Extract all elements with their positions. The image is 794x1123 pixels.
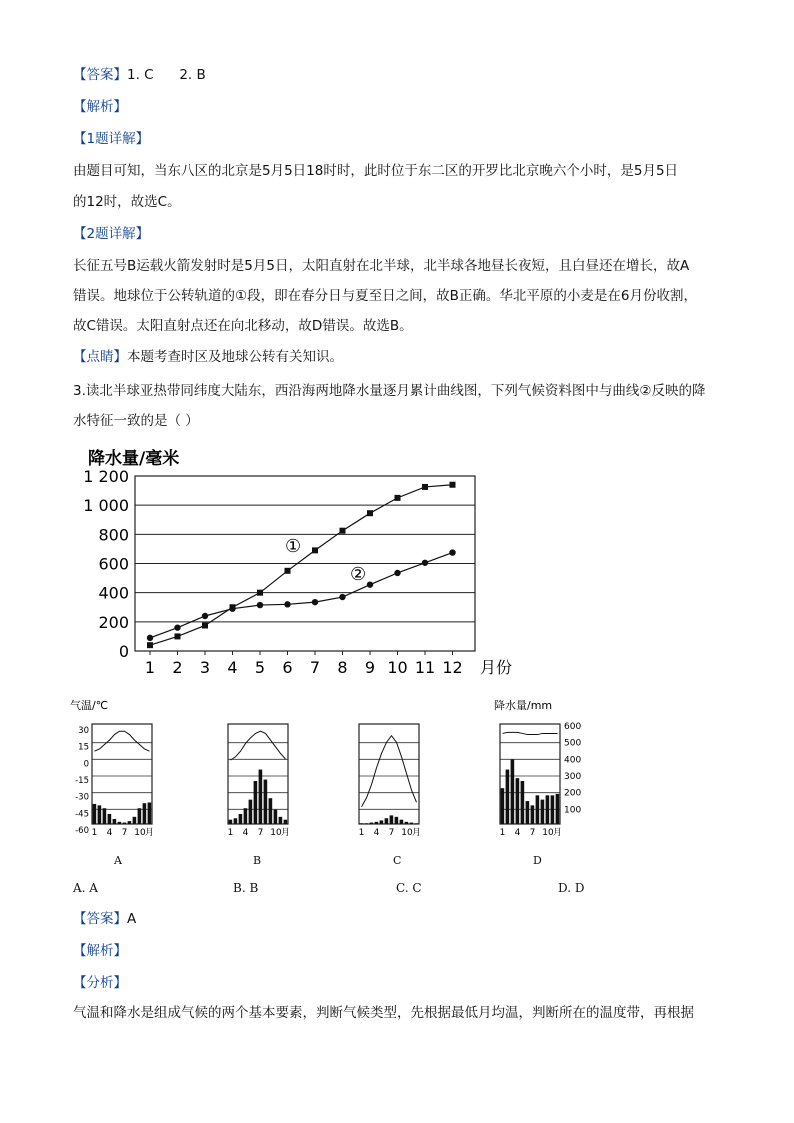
x-tick-label: 10 <box>542 828 554 838</box>
option-b[interactable]: B. B <box>233 881 259 895</box>
precip-bar <box>526 801 530 824</box>
temperature-curve <box>362 736 417 807</box>
precip-bar <box>239 814 243 824</box>
precip-bar <box>259 770 263 824</box>
option-d[interactable]: D. D <box>558 881 585 895</box>
precip-bar <box>249 800 253 824</box>
series2-point <box>312 599 318 605</box>
analysis-tag-1 <box>73 97 127 117</box>
series-label-1: ① <box>285 536 302 557</box>
precip-bar <box>133 817 137 824</box>
precip-bar <box>234 818 238 824</box>
x-tick-label: 2 <box>172 658 183 675</box>
series1-point <box>257 590 263 596</box>
analysis-tag-3 <box>73 941 127 961</box>
series2-point <box>367 581 373 587</box>
y-tick-label: 400 <box>98 583 129 603</box>
x-tick-label: 4 <box>514 828 521 838</box>
x-tick-label: 11 <box>414 658 436 675</box>
y-tick-label: 1 000 <box>83 496 129 516</box>
precip-bar <box>229 820 233 824</box>
precip-bar <box>108 814 112 824</box>
precip-bar <box>93 804 97 824</box>
precip-bar <box>360 823 364 824</box>
series2-point <box>202 613 208 619</box>
analysis3-tag: 【解析】 <box>73 943 127 959</box>
analysis-last-line: 气温和降水是组成气候的两个基本要素，判断气候类型，先根据最低月均温，判断所在的温度带，再根据 <box>73 1005 694 1021</box>
precip-bar <box>274 810 278 824</box>
precip-bar <box>501 788 505 824</box>
x-tick-label: 7 <box>257 828 264 838</box>
answer-tag: 【答案】 <box>73 67 127 83</box>
answer-text: 1. C 2. B <box>127 67 206 83</box>
precip-bar <box>264 780 268 824</box>
y-tick-label: -30 <box>75 792 89 803</box>
x-tick-label: 8 <box>337 658 348 675</box>
series1-point <box>147 642 153 648</box>
y-tick-label: -45 <box>75 809 89 820</box>
x-tick-label: 7 <box>529 828 536 838</box>
y-tick-label: 30 <box>78 726 89 736</box>
temperature-curve <box>503 732 558 734</box>
y2-axis-label: 降水量/mm <box>494 699 553 712</box>
series2-point <box>147 635 153 641</box>
precip-bar <box>365 823 369 824</box>
precip-bar <box>143 803 147 824</box>
x-tick-label: 4 <box>227 658 238 675</box>
precip-bar <box>244 808 248 824</box>
precip-bar <box>138 808 142 824</box>
precip-bar <box>400 820 404 824</box>
precip-bar <box>148 803 152 825</box>
x-tick-label: 1 <box>358 828 365 838</box>
q1-line-2: 的12时，故选C。 <box>73 194 181 210</box>
series2-point <box>284 601 290 607</box>
y-tick-label: -60 <box>75 826 89 836</box>
answer3-text: A <box>127 911 137 927</box>
fenxi-tag-line <box>73 973 127 993</box>
precip-bar <box>113 819 117 824</box>
precip-bar <box>375 822 379 824</box>
series-line-1 <box>150 485 453 645</box>
x-tick-label: 10 <box>401 828 413 838</box>
answer-line-3 <box>73 909 136 929</box>
x-unit-label: 月 <box>552 828 563 838</box>
y2-tick-label: 500 <box>564 738 582 749</box>
x-tick-label: 3 <box>199 658 211 675</box>
precip-bar <box>128 821 132 824</box>
x-tick-label: 10 <box>387 658 408 675</box>
series1-point <box>312 547 318 553</box>
x-tick-label: 12 <box>442 658 463 675</box>
climate-chart-c <box>347 695 437 840</box>
precip-bar <box>531 805 535 824</box>
climate-chart-a <box>68 695 168 840</box>
series1-point <box>340 528 346 534</box>
x-tick-label: 10 <box>134 828 146 838</box>
precip-bar <box>516 778 520 824</box>
y-tick-label: 15 <box>78 742 89 753</box>
precip-bar <box>405 822 409 824</box>
y-tick-label: 200 <box>98 612 129 632</box>
x-tick-label: 7 <box>121 828 128 838</box>
series1-point <box>202 622 208 628</box>
series-line-2 <box>150 553 453 638</box>
answer-line-1 <box>73 65 206 85</box>
precip-bar <box>511 760 515 825</box>
x-tick-label: 10 <box>270 828 282 838</box>
series1-point <box>367 510 373 516</box>
series1-point <box>285 568 291 574</box>
precip-bar <box>380 820 384 824</box>
precip-bar <box>506 770 510 824</box>
precip-bar <box>269 798 273 824</box>
x-tick-label: 7 <box>388 828 395 838</box>
x-tick-label: 1 <box>499 828 506 838</box>
chart-label-d: D <box>533 854 542 867</box>
y2-tick-label: 400 <box>564 755 582 766</box>
x-tick-label: 4 <box>242 828 249 838</box>
chart-label-c: C <box>393 854 402 867</box>
answer3-tag: 【答案】 <box>73 911 127 927</box>
y-axis-label: 气温/℃ <box>70 699 109 712</box>
precip-bar <box>551 795 555 824</box>
precip-bar <box>98 805 102 824</box>
series1-point <box>395 495 401 501</box>
fenxi-tag: 【分析】 <box>73 975 127 991</box>
series1-point <box>175 633 181 639</box>
series2-point <box>394 570 400 576</box>
series2-point <box>174 624 180 630</box>
analysis-tag: 【解析】 <box>73 99 127 115</box>
q2-line-3: 故C错误。太阳直射点还在向北移动，故D错误。故选B。 <box>73 318 413 334</box>
precip-bar <box>254 781 258 824</box>
x-axis-label: 月份 <box>480 658 513 675</box>
precip-bar <box>541 800 545 824</box>
temperature-curve <box>95 731 150 751</box>
x-tick-label: 1 <box>91 828 98 838</box>
y-axis-label: 降水量/毫米 <box>88 449 180 469</box>
precip-bar <box>284 820 288 824</box>
y2-tick-label: 100 <box>564 805 582 816</box>
point-text: 本题考查时区及地球公转有关知识。 <box>127 349 343 365</box>
precip-bar <box>410 823 414 824</box>
q1-tag: 【1题详解】 <box>73 131 150 147</box>
point-line <box>73 347 343 367</box>
y-tick-label: -15 <box>75 776 89 786</box>
y-tick-label: 800 <box>98 525 129 545</box>
x-tick-label: 1 <box>144 658 156 675</box>
precip-bar <box>123 823 127 824</box>
x-tick-label: 7 <box>309 658 321 675</box>
series2-point <box>449 549 455 555</box>
precip-bar <box>370 823 374 824</box>
q2-line-2: 错误。地球位于公转轨道的①段，即在春分日与夏至日之间，故B正确。华北平原的小麦是在6月份收割， <box>73 288 697 304</box>
series1-point <box>450 482 456 488</box>
x-tick-label: 4 <box>373 828 380 838</box>
precip-bar <box>546 795 550 824</box>
series2-point <box>339 594 345 600</box>
precip-bar <box>395 817 399 824</box>
q2-line-1: 长征五号B运载火箭发射时是5月5日，太阳直射在北半球，北半球各地昼长夜短，且白昼还在增长，故A <box>73 258 690 274</box>
precip-bar <box>536 795 540 824</box>
precip-bar <box>385 818 389 824</box>
series2-point <box>422 560 428 566</box>
series2-point <box>257 602 263 608</box>
precip-bar <box>521 781 525 824</box>
y2-tick-label: 600 <box>564 722 582 732</box>
x-tick-label: 6 <box>282 658 293 675</box>
y-tick-label: 0 <box>83 759 89 770</box>
option-a[interactable]: A. A <box>73 881 98 895</box>
series-label-2: ② <box>350 564 367 585</box>
cumulative-precipitation-chart <box>80 440 520 675</box>
chart-label-a: A <box>114 854 122 867</box>
x-tick-label: 9 <box>364 658 376 675</box>
series1-point <box>422 484 428 490</box>
x-unit-label: 月 <box>280 828 291 838</box>
climate-chart-d <box>487 695 597 840</box>
x-tick-label: 1 <box>227 828 234 838</box>
option-c[interactable]: C. C <box>396 881 422 895</box>
x-unit-label: 月 <box>411 828 422 838</box>
precip-bar <box>390 815 394 824</box>
chart-label-b: B <box>253 854 262 867</box>
point-tag: 【点睛】 <box>73 349 127 365</box>
climate-chart-b <box>214 695 304 840</box>
precip-bar <box>556 794 560 824</box>
y2-tick-label: 200 <box>564 788 582 799</box>
x-tick-label: 4 <box>106 828 113 838</box>
precip-bar <box>118 822 122 824</box>
x-tick-label: 5 <box>254 658 266 675</box>
precip-bar <box>103 808 107 824</box>
x-unit-label: 月 <box>144 828 155 838</box>
y2-tick-label: 300 <box>564 772 582 782</box>
series2-point <box>229 606 235 612</box>
q2-detail-tag <box>73 224 149 244</box>
q3-line-2: 水特征一致的是（ ） <box>73 413 199 429</box>
y-tick-label: 600 <box>98 554 129 574</box>
temperature-curve <box>231 731 286 760</box>
y-tick-label: 0 <box>118 642 129 661</box>
precip-bar <box>415 823 419 824</box>
q1-line-1: 由题目可知，当东八区的北京是5月5日18时时，此时位于东二区的开罗比北京晚六个小时，是5月5日 <box>73 163 679 179</box>
q3-line-1: 3.读北半球亚热带同纬度大陆东，西沿海两地降水量逐月累计曲线图，下列气候资料图中与曲线②反映的降 <box>73 383 706 399</box>
precip-bar <box>279 817 283 824</box>
y-tick-label: 1 200 <box>83 467 129 486</box>
q2-tag: 【2题详解】 <box>73 226 150 242</box>
q1-detail-tag <box>73 129 149 149</box>
